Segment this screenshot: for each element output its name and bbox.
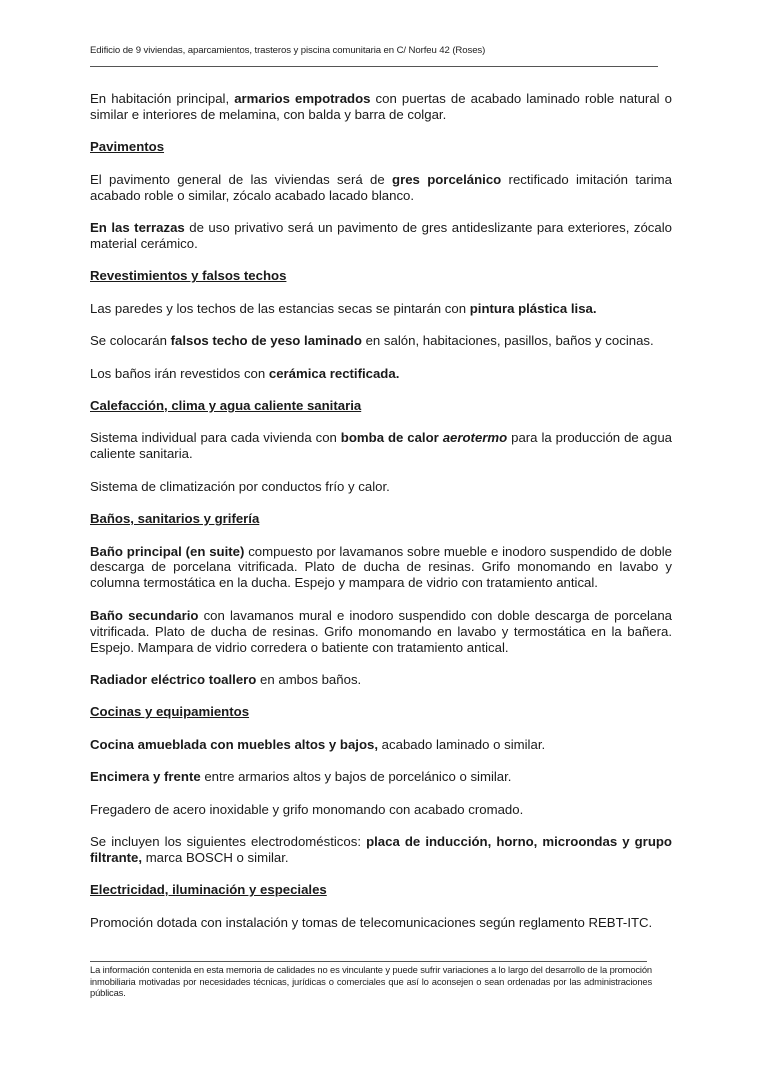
paragraph-radiador: Radiador eléctrico toallero en ambos baños. — [90, 671, 362, 687]
paragraph-pintura: Las paredes y los techos de las estancias secas se pintarán con pintura plástica lisa. — [90, 300, 597, 316]
paragraph-terrazas: En las terrazas de uso privativo será un pavimento de gres antideslizante para exteriores, zócalo material cerámico. — [90, 220, 672, 251]
section-heading-cocinas: Cocinas y equipamientos — [90, 704, 250, 720]
paragraph-climatizacion: Sistema de climatización por conductos frío y calor. — [90, 478, 390, 494]
section-heading-revestimientos: Revestimientos y falsos techos — [90, 268, 287, 284]
section-heading-calefaccion: Calefacción, clima y agua caliente sanitaria — [90, 397, 362, 413]
section-heading-pavimentos: Pavimentos — [90, 139, 165, 155]
paragraph-falsos-techos: Se colocarán falsos techo de yeso laminado en salón, habitaciones, pasillos, baños y cocinas. — [90, 333, 654, 349]
paragraph-armarios: En habitación principal, armarios empotrados con puertas de acabado laminado roble natural o similar e interiores de melamina, con balda y barra de colgar. — [90, 91, 672, 122]
section-heading-banos: Baños, sanitarios y grifería — [90, 511, 260, 527]
section-heading-electricidad: Electricidad, iluminación y especiales — [90, 882, 327, 898]
paragraph-bano-principal: Baño principal (en suite) compuesto por lavamanos sobre mueble e inodoro suspendido de doble descarga de porcelana vitrificada. Plato de ducha de resinas. Grifo monomando en lavabo y columna termostática en la ducha. Espejo y mampara de vidrio con tratamiento antical. — [90, 543, 672, 591]
paragraph-bomba-calor: Sistema individual para cada vivienda con bomba de calor aerotermo para la producción de agua caliente sanitaria. — [90, 430, 672, 462]
paragraph-pavimento-general: El pavimento general de las viviendas será de gres porcelánico rectificado imitación tarima acabado roble o similar, zócalo acabado lacado blanco. — [90, 171, 672, 203]
footer-divider — [90, 961, 647, 962]
paragraph-bano-secundario: Baño secundario con lavamanos mural e inodoro suspendido con doble descarga de porcelana vitrificada. Plato de ducha de resinas. Grifo monomando en lavabo y termostática en la bañera. Espejo. Mampara de vidrio corredera o batiente con tratamiento antical. — [90, 607, 672, 655]
page-header: Edificio de 9 viviendas, aparcamientos, trasteros y piscina comunitaria en C/ Norfeu 42 (Roses) — [90, 45, 486, 56]
paragraph-fregadero: Fregadero de acero inoxidable y grifo monomando con acabado cromado. — [90, 801, 524, 817]
paragraph-cocina-amueblada: Cocina amueblada con muebles altos y bajos, acabado laminado o similar. — [90, 736, 546, 752]
paragraph-ceramica: Los baños irán revestidos con cerámica rectificada. — [90, 365, 400, 381]
paragraph-telecomunicaciones: Promoción dotada con instalación y tomas de telecomunicaciones según reglamento REBT-ITC. — [90, 914, 653, 930]
header-divider — [90, 66, 658, 67]
footer-disclaimer: La información contenida en esta memoria de calidades no es vinculante y puede sufrir variaciones a lo largo del desarrollo de la promoción inmobiliaria motivadas por necesidades técnicas, jurídicas o comerciales que así lo aconsejen o sean ordenadas por las administraciones públicas. — [90, 964, 652, 999]
document-body — [90, 91, 672, 947]
paragraph-electrodomesticos: Se incluyen los siguientes electrodomésticos: placa de inducción, horno, microondas y grupo filtrante, marca BOSCH o similar. — [90, 833, 672, 865]
paragraph-encimera: Encimera y frente entre armarios altos y bajos de porcelánico o similar. — [90, 769, 512, 785]
